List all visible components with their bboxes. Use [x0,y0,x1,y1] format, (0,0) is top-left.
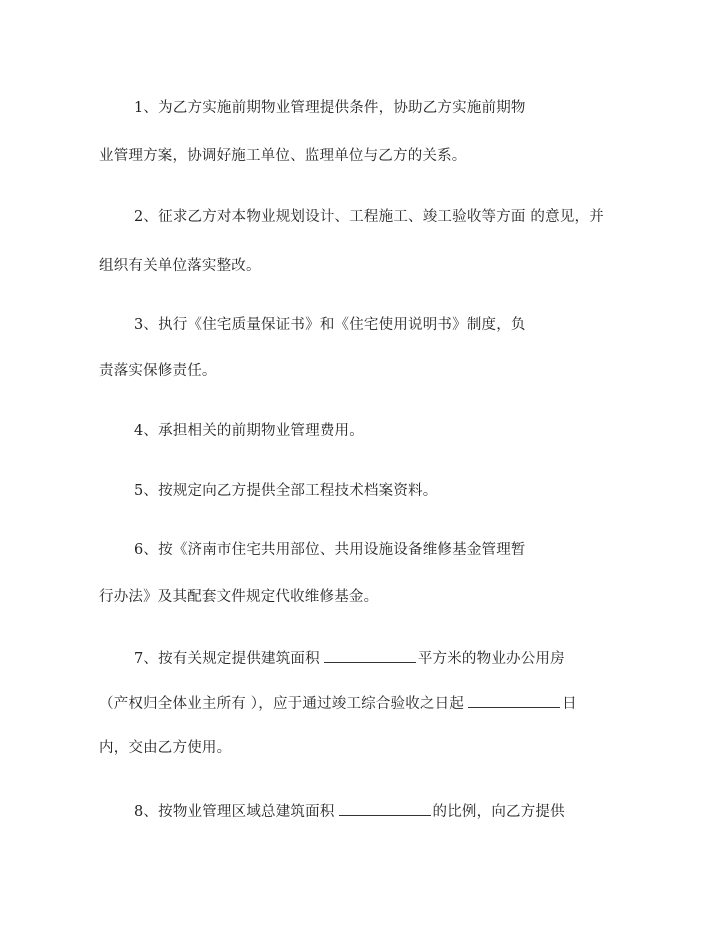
paragraph-6-line-1: 6、按《济南市住宅共用部位、共用设施设备维修基金管理暂 [134,542,526,558]
paragraph-8-line-1 [134,801,565,822]
paragraph-1-line-1: 1、为乙方实施前期物业管理提供条件，协助乙方实施前期物 [134,100,526,116]
paragraph-7-line-2 [99,693,577,714]
paragraph-2-line-2: 组织有关单位落实整改。 [99,258,261,274]
paragraph-7-line-1-text-before: 7、按有关规定提供建筑面积 [134,651,320,667]
paragraph-7-line-3: 内，交由乙方使用。 [99,740,232,756]
paragraph-8-line-1-text-before: 8、按物业管理区域总建筑面积 [134,804,335,820]
paragraph-4-line-1: 4、承担相关的前期物业管理费用。 [134,423,364,439]
paragraph-2-line-1: 2、征求乙方对本物业规划设计、工程施工、竣工验收等方面 的意见，并 [134,209,604,225]
ratio-blank-field [339,801,431,816]
paragraph-7-line-1 [134,648,565,669]
days-blank-field [468,693,560,708]
paragraph-7-line-1-text-after: 平方米的物业办公用房 [417,651,565,667]
paragraph-1-line-2: 业管理方案，协调好施工单位、监理单位与乙方的关系。 [99,148,467,164]
paragraph-7-line-2-text-before: （产权归全体业主所有 ），应于通过竣工综合验收之日起 [99,696,465,712]
paragraph-7-line-2-text-after: 日 [562,696,577,712]
paragraph-3-line-2: 责落实保修责任。 [99,363,217,379]
paragraph-8-line-1-text-after: 的比例，向乙方提供 [432,804,565,820]
area-blank-field [324,648,416,663]
paragraph-5-line-1: 5、按规定向乙方提供全部工程技术档案资料。 [134,483,438,499]
paragraph-6-line-2: 行办法》及其配套文件规定代收维修基金。 [99,589,379,605]
paragraph-3-line-1: 3、执行《住宅质量保证书》和《住宅使用说明书》制度，负 [134,317,526,333]
